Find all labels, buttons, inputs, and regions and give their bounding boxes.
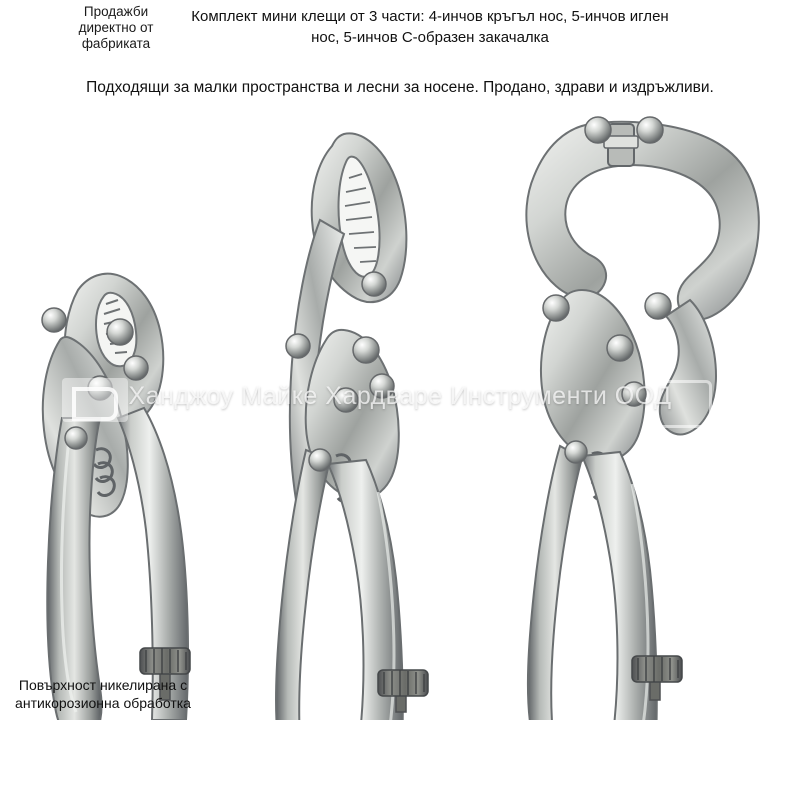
factory-sales-badge: Продажби директно от фабриката xyxy=(78,4,154,51)
nickel-plating-caption: Повърхност никелирана с антикорозионна обработка xyxy=(15,677,191,711)
product-photo xyxy=(0,100,800,720)
watermark-text: Ханджоу Майке Хардваре Инструменти ООД xyxy=(128,382,672,410)
tool-c-clamp-pliers xyxy=(526,117,758,720)
subheadline-text: Подходящи за малки пространства и лесни за носене. Продано, здрави и издръжливи. xyxy=(86,79,714,96)
tool-needle-nose-pliers xyxy=(276,133,428,720)
tool-round-nose-pliers xyxy=(42,274,190,720)
headline-text: Комплект мини клещи от 3 части: 4-инчов кръгъл нос, 5-инчов иглен нос, 5-инчов С-образен закачалка xyxy=(191,8,669,46)
